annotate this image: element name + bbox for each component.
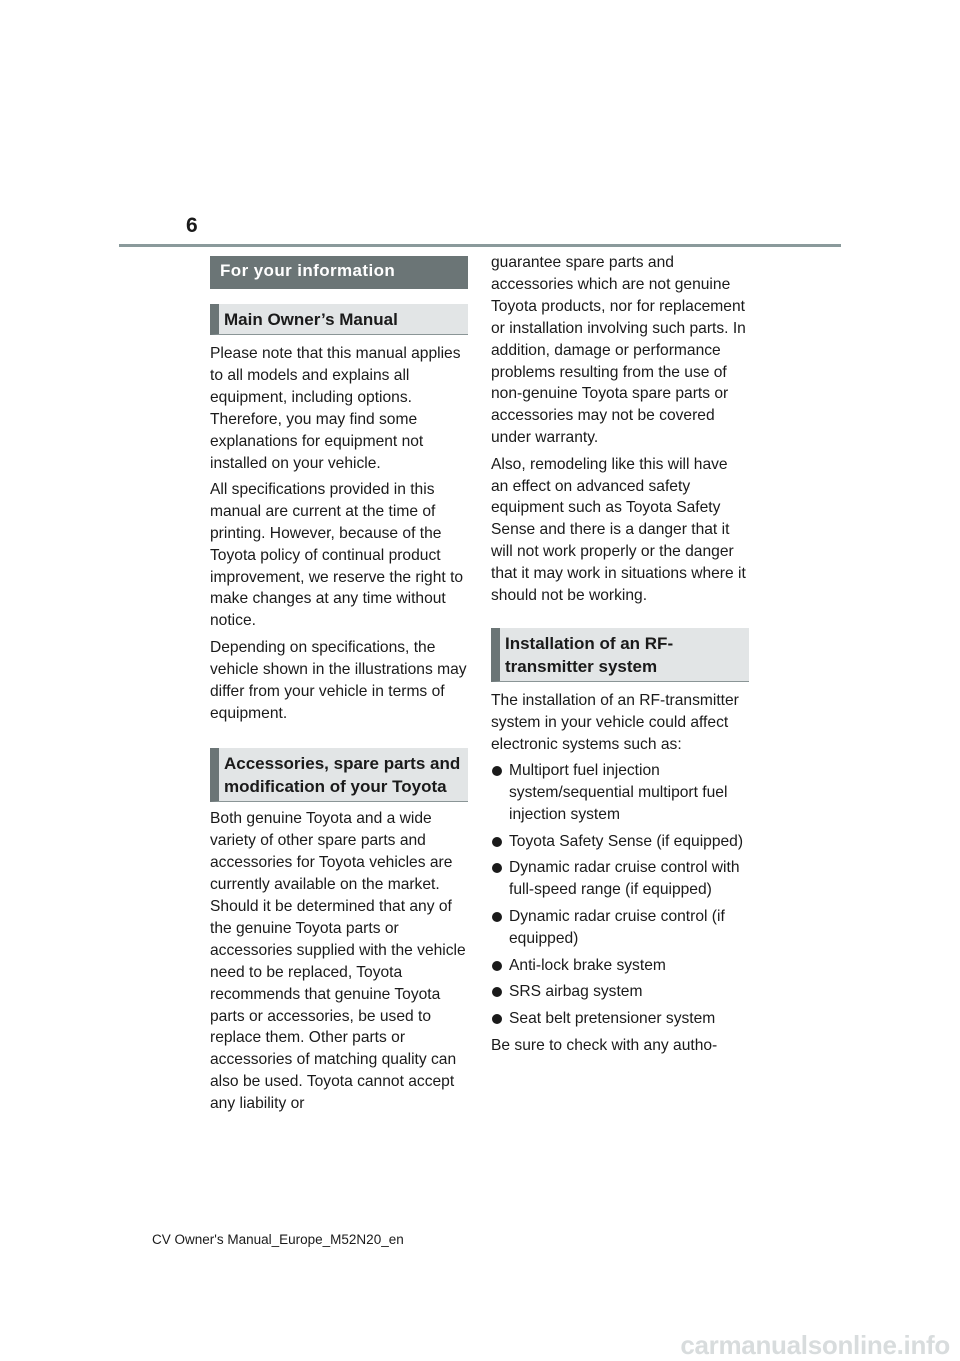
paragraph: guarantee spare parts and accessories which are not genuine Toyota products, nor for replacement or installation involving such parts. In addition, damage or performance problems resulting from the use of non-genuine Toyota spare parts or accessories may not be covered under warranty. [491, 254, 746, 447]
rf-transmitter-body [491, 690, 749, 1057]
list-item: Dynamic radar cruise control (if equipped) [491, 906, 749, 950]
paragraph: Depending on specifications, the vehicle shown in the illustrations may differ from your vehicle in terms of equipment. [210, 638, 467, 722]
page-number: 6 [186, 214, 198, 237]
paragraph: Be sure to check with any autho- [491, 1036, 718, 1054]
list-item: Multiport fuel injection system/sequential multiport fuel injection system [491, 760, 749, 826]
subsection-heading-rf-transmitter: Installation of an RF-transmitter system [491, 628, 749, 682]
paragraph: The installation of an RF-transmitter system in your vehicle could affect electronic systems such as: [491, 692, 739, 753]
section-title-bar: For your information [210, 256, 468, 289]
main-manual-body [210, 343, 468, 724]
list-item: Seat belt pretensioner system [491, 1008, 749, 1030]
list-item: Toyota Safety Sense (if equipped) [491, 831, 749, 853]
bullet-list [491, 760, 749, 1030]
left-column [210, 256, 468, 1120]
accessories-body [210, 808, 468, 1115]
list-item: Anti-lock brake system [491, 955, 749, 977]
subsection-heading-main-manual: Main Owner’s Manual [210, 304, 468, 335]
watermark: carmanualsonline.info [680, 1330, 950, 1360]
subsection-heading-accessories: Accessories, spare parts and modification of your Toyota [210, 748, 468, 802]
list-item: Dynamic radar cruise control with full-speed range (if equipped) [491, 857, 749, 901]
paragraph: Both genuine Toyota and a wide variety of other spare parts and accessories for Toyota vehicles are currently available on the market. Should it be determined that any of the genuine Toyota parts or accessories supplied with the vehicle need to be replaced, Toyota recommends that genuine Toyota parts or accessories, be used to replace them. Other parts or accessories of matching quality can also be used. Toyota cannot accept any liability or [210, 810, 466, 1113]
footer-document-id: CV Owner's Manual_Europe_M52N20_en [152, 1232, 404, 1247]
paragraph: Please note that this manual applies to all models and explains all equipment, including options. Therefore, you may find some explanations for equipment not installed on your vehicle. [210, 345, 461, 472]
list-item: SRS airbag system [491, 981, 749, 1003]
right-column [491, 252, 749, 1061]
header-rule [119, 244, 841, 247]
paragraph: Also, remodeling like this will have an effect on advanced safety equipment such as Toyota Safety Sense and there is a danger that it will not work properly or the danger that it may work in situations where it should not be working. [491, 455, 746, 605]
paragraph: All specifications provided in this manual are current at the time of printing. However, because of the Toyota policy of continual product improvement, we reserve the right to make changes at any time without notice. [210, 480, 464, 630]
